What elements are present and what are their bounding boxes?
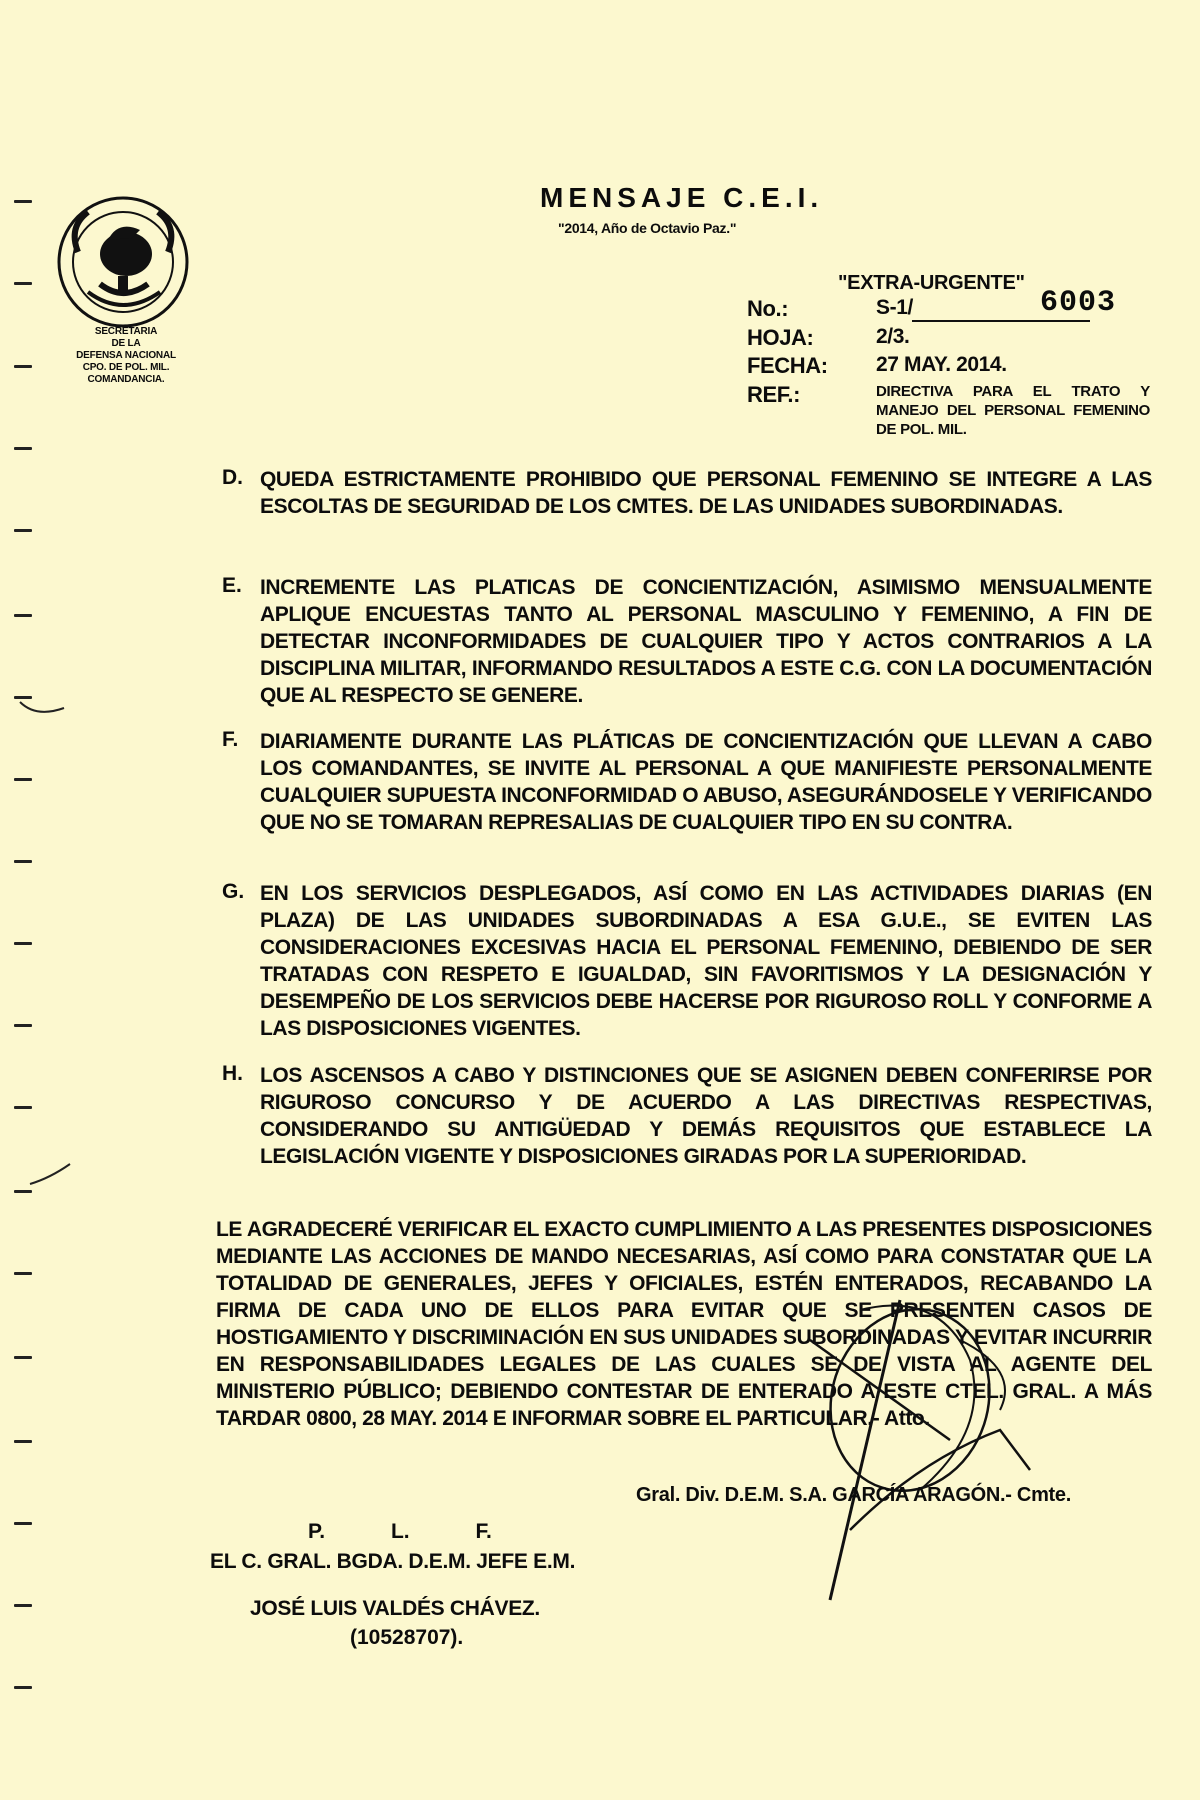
item-letter: F. xyxy=(222,728,239,751)
margin-mark xyxy=(14,1106,32,1109)
item-text: DIARIAMENTE DURANTE LAS PLÁTICAS DE CONCIENTIZACIÓN QUE LLEVAN A CABO LOS COMANDANTES, SE INVITE AL PERSONAL A QUE MANIFIESTE PERSONALMENTE CUALQUIER SUPUESTA INCONFORMIDAD O ABUSO, ASEGURÁNDOSELE Y VERIFICANDO QUE NO SE TOMARAN REPRESALIAS DE CUALQUIER TIPO EN SU CONTRA. xyxy=(260,730,1152,834)
item-letter: H. xyxy=(222,1062,243,1085)
sheet-label: HOJA: xyxy=(747,325,814,350)
margin-mark xyxy=(14,200,32,203)
item-text: LOS ASCENSOS A CABO Y DISTINCIONES QUE SE ASIGNEN DEBEN CONFERIRSE POR RIGUROSO CONCURSO Y DE ACUERDO A LAS DIRECTIVAS RESPECTIVAS, CONSIDERANDO SU ANTIGÜEDAD Y DEMÁS REQUISITOS QUE ESTABLECE LA LEGISLACIÓN VIGENTE Y DISPOSICIONES GIRADAS POR LA SUPERIORIDAD. xyxy=(260,1064,1152,1168)
service-number: (10528707). xyxy=(350,1626,464,1649)
urgency-label: "EXTRA-URGENTE" xyxy=(838,272,1025,294)
sheet-value: 2/3. xyxy=(876,325,910,348)
handwritten-signature xyxy=(800,1280,1060,1620)
chief-of-staff-title: EL C. GRAL. BGDA. D.E.M. JEFE E.M. xyxy=(210,1550,576,1573)
margin-scribble xyxy=(28,1162,72,1188)
national-coat-of-arms-icon xyxy=(48,192,198,342)
margin-mark xyxy=(14,365,32,368)
reference-value: DIRECTIVA PARA EL TRATO Y MANEJO DEL PERSONAL FEMENINO DE POL. MIL. xyxy=(876,383,1150,438)
item-text: EN LOS SERVICIOS DESPLEGADOS, ASÍ COMO EN LAS ACTIVIDADES DIARIAS (EN PLAZA) DE LAS UNIDADES SUBORDINADAS A ESA G.U.E., SE EVITEN LAS CONSIDERACIONES EXCESIVAS HACIA EL PERSONAL FEMENINO, DEBIENDO DE SER TRATADAS CON RESPETO E IGUALDAD, SIN FAVORITISMOS Y LA DESIGNACIÓN Y DESEMPEÑO DE LOS SERVICIOS DEBE HACERSE POR RIGUROSO ROLL Y CONFORME A LAS DISPOSICIONES VIGENTES. xyxy=(260,882,1152,1040)
margin-mark xyxy=(14,1272,32,1275)
margin-mark xyxy=(14,1522,32,1525)
number-underline xyxy=(912,320,1090,322)
plf-line: P. L. F. xyxy=(308,1520,492,1543)
item-letter: E. xyxy=(222,574,242,597)
margin-mark xyxy=(14,1190,32,1193)
margin-mark xyxy=(14,1024,32,1027)
margin-mark xyxy=(14,860,32,863)
signer-line: Gral. Div. D.E.M. S.A. GARCÍA ARAGÓN.- Cmte. xyxy=(636,1484,1071,1506)
margin-mark xyxy=(14,942,32,945)
item-letter: G. xyxy=(222,880,245,903)
margin-mark xyxy=(14,282,32,285)
margin-mark xyxy=(14,447,32,450)
document-title: MENSAJE C.E.I. xyxy=(540,182,824,213)
margin-mark xyxy=(14,1440,32,1443)
date-label: FECHA: xyxy=(747,353,828,378)
margin-mark xyxy=(14,1356,32,1359)
number-stamp: 6003 xyxy=(1040,286,1117,320)
margin-scribble xyxy=(18,696,66,720)
margin-mark xyxy=(14,778,32,781)
document-subtitle: "2014, Año de Octavio Paz." xyxy=(558,220,737,236)
date-value: 27 MAY. 2014. xyxy=(876,353,1007,376)
chief-of-staff-name: JOSÉ LUIS VALDÉS CHÁVEZ. xyxy=(250,1597,540,1620)
number-label: No.: xyxy=(747,296,789,321)
closing-paragraph: LE AGRADECERÉ VERIFICAR EL EXACTO CUMPLIMIENTO A LAS PRESENTES DISPOSICIONES MEDIANTE LAS ACCIONES DE MANDO NECESARIAS, ASÍ COMO PARA CONSTATAR QUE LA TOTALIDAD DE GENERALES, JEFES Y OFICIALES, ESTÉN ENTERADOS, RECABANDO LA FIRMA DE CADA UNO DE ELLOS PARA EVITAR QUE SE PRESENTEN CASOS DE HOSTIGAMIENTO Y DISCRIMINACIÓN EN SUS UNIDADES SUBORDINADAS Y EVITAR INCURRIR EN RESPONSABILIDADES LEGALES DE LAS CUALES SE DE VISTA AL AGENTE DEL MINISTERIO PÚBLICO; DEBIENDO CONTESTAR DE ENTERADO A ESTE CTEL. GRAL. A MÁS TARDAR 0800, 28 MAY. 2014 E INFORMAR SOBRE EL PARTICULAR.- Atto. xyxy=(216,1218,1152,1430)
seal-caption: SECRETARIA DE LA DEFENSA NACIONAL CPO. DE POL. MIL. COMANDANCIA. xyxy=(76,326,176,385)
margin-mark xyxy=(14,1604,32,1607)
item-text: INCREMENTE LAS PLATICAS DE CONCIENTIZACIÓN, ASIMISMO MENSUALMENTE APLIQUE ENCUESTAS TANTO AL PERSONAL MASCULINO Y FEMENINO, A FIN DE DETECTAR INCONFORMIDADES DE CUALQUIER TIPO Y ACTOS CONTRARIOS A LA DISCIPLINA MILITAR, INFORMANDO RESULTADOS A ESTE C.G. CON LA DOCUMENTACIÓN QUE AL RESPECTO SE GENERE. xyxy=(260,576,1152,707)
item-letter: D. xyxy=(222,466,243,489)
number-value: S-1/ xyxy=(876,296,913,319)
margin-mark xyxy=(14,1686,32,1689)
reference-label: REF.: xyxy=(747,382,801,407)
item-text: QUEDA ESTRICTAMENTE PROHIBIDO QUE PERSONAL FEMENINO SE INTEGRE A LAS ESCOLTAS DE SEGURIDAD DE LOS CMTES. DE LAS UNIDADES SUBORDINADAS. xyxy=(260,468,1152,518)
margin-mark xyxy=(14,614,32,617)
margin-mark xyxy=(14,529,32,532)
